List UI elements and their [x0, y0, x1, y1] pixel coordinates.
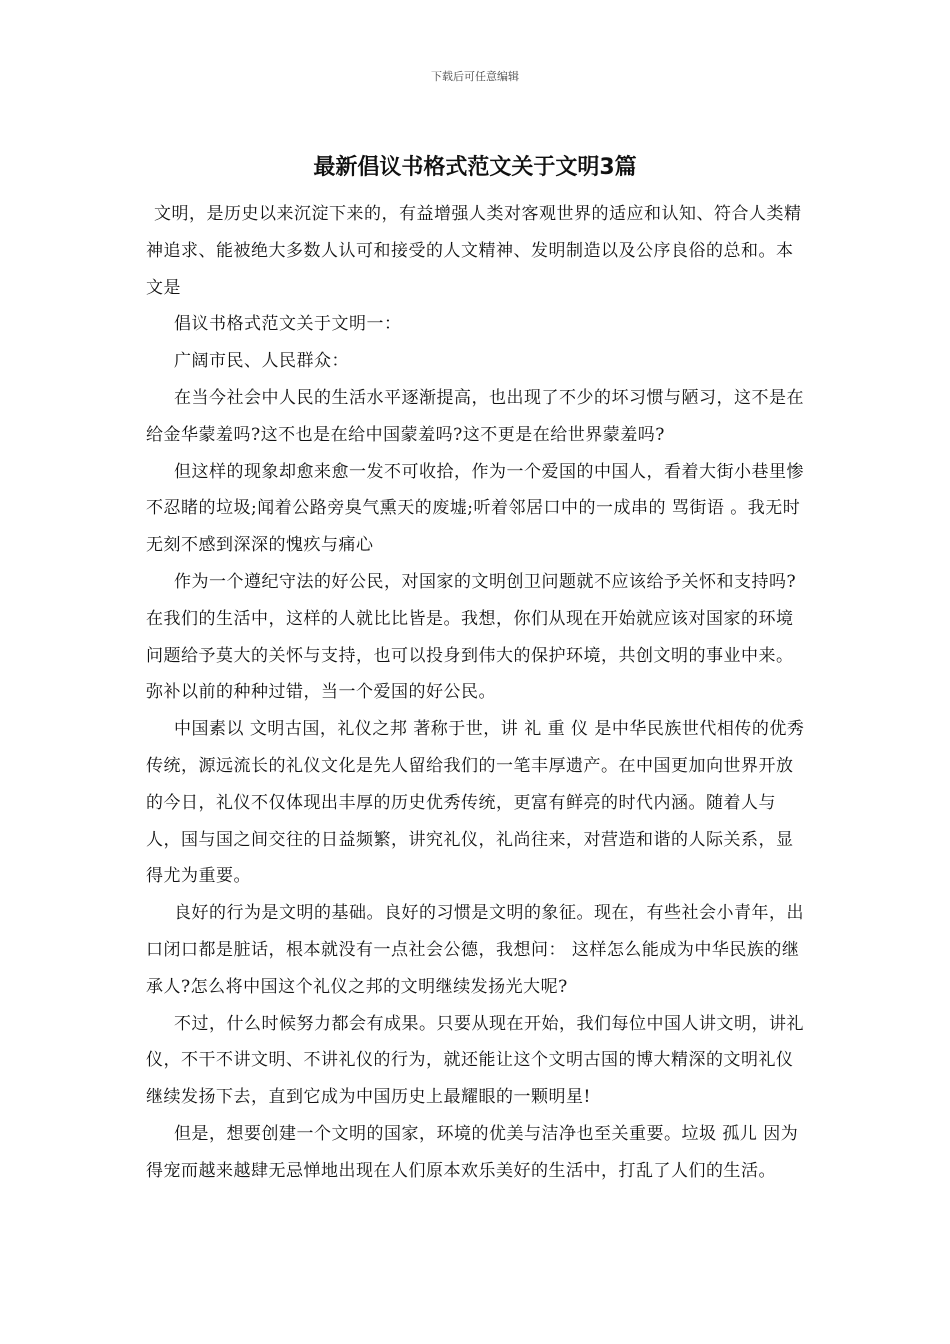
paragraph: 但是，想要创建一个文明的国家，环境的优美与洁净也至关重要。垃圾 孤儿 因为得宠而越来越肆无忌惮地出现在人们原本欢乐美好的生活中，打乱了人们的生活。: [146, 1123, 799, 1181]
paragraph-intro: 文明，是历史以来沉淀下来的，有益增强人类对客观世界的适应和认知、符合人类精神追求、能被绝大多数人认可和接受的人文精神、发明制造以及公序良俗的总和。本文是: [146, 204, 802, 298]
paragraph: 中国素以 文明古国，礼仪之邦 著称于世，讲 礼 重 仪 是中华民族世代相传的优秀传统，源远流长的礼仪文化是先人留给我们的一笔丰厚遗产。在中国更加向世界开放的今日，礼仪不仅体现出丰厚的历史优秀传统，更富有鲜亮的时代内涵。随着人与人，国与国之间交往的日益频繁，讲究礼仪，礼尚往来，对营造和谐的人际关系，显得尤为重要。: [146, 719, 805, 887]
document-title: 最新倡议书格式范文关于文明3篇: [313, 155, 637, 180]
paragraph: 作为一个遵纪守法的好公民，对国家的文明创卫问题就不应该给予关怀和支持吗?在我们的生活中，这样的人就比比皆是。我想，你们从现在开始就应该对国家的环境问题给予莫大的关怀与支持，也可以投身到伟大的保护环境，共创文明的事业中来。弥补以前的种种过错，当一个爱国的好公民。: [146, 571, 797, 703]
paragraph: 在当今社会中人民的生活水平逐渐提高，也出现了不少的坏习惯与陋习，这不是在给金华蒙羞吗?这不也是在给中国蒙羞吗?这不更是在给世界蒙羞吗?: [146, 387, 804, 445]
header-note: 下载后可任意编辑: [431, 70, 519, 83]
paragraph-heading: 倡议书格式范文关于文明一：: [174, 314, 402, 335]
document-body: [146, 196, 806, 1190]
paragraph: 但这样的现象却愈来愈一发不可收拾，作为一个爱国的中国人，看着大街小巷里惨不忍睹的垃圾;闻着公路旁臭气熏天的废墟;听着邻居口中的一成串的 骂街语 。我无时无刻不感到深深的愧疚与痛心: [146, 461, 804, 556]
paragraph: 不过，什么时候努力都会有成果。只要从现在开始，我们每位中国人讲文明，讲礼仪，不干不讲文明、不讲礼仪的行为，就还能让这个文明古国的博大精深的文明礼仪继续发扬下去，直到它成为中国历史上最耀眼的一颗明星!: [146, 1013, 804, 1108]
paragraph-salutation: 广阔市民、人民群众：: [174, 351, 349, 372]
paragraph: 良好的行为是文明的基础。良好的习惯是文明的象征。现在，有些社会小青年，出口闭口都是脏话，根本就没有一点社会公德，我想问： 这样怎么能成为中华民族的继承人?怎么将中国这个礼仪之邦的文明继续发扬光大呢?: [146, 903, 804, 997]
